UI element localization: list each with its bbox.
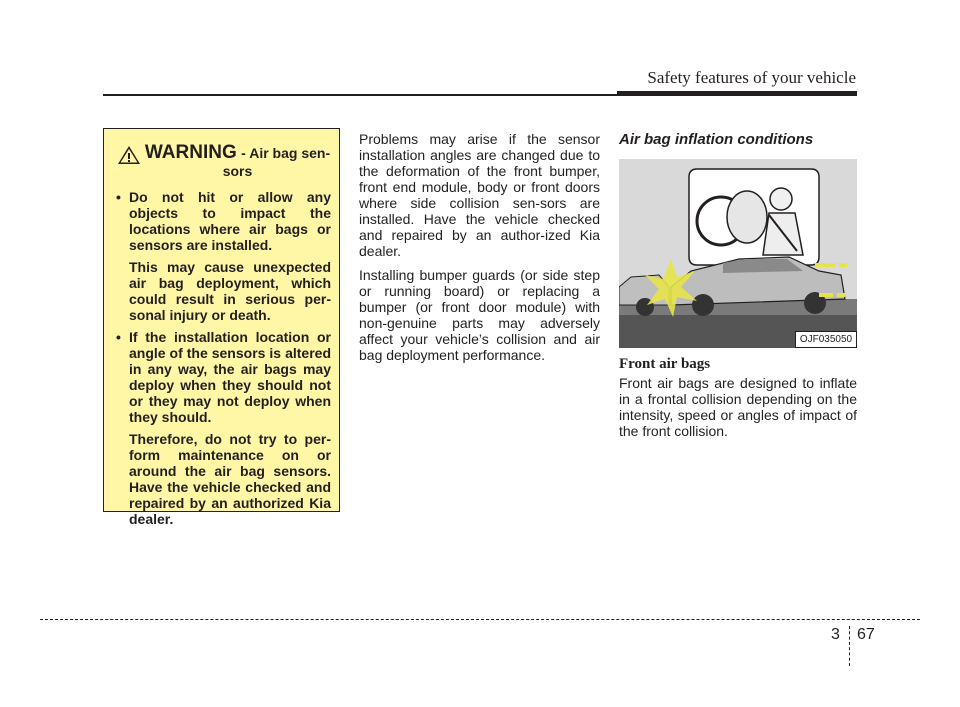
chapter-number: 3	[831, 626, 840, 643]
body-paragraph: Front air bags are designed to inflate in a frontal collision depending on the intensity, speed or angles of impact of the front collision.	[619, 375, 857, 439]
footer-rule	[40, 619, 920, 620]
subheading: Front air bags	[619, 356, 711, 372]
section-title: Air bag inflation conditions	[619, 131, 814, 148]
warning-word: WARNING	[144, 142, 237, 163]
warning-item	[116, 329, 331, 527]
page-number: 67	[857, 626, 875, 643]
bullet-icon: •	[116, 189, 121, 205]
header-rule-accent	[617, 91, 857, 96]
warning-item-followup: Therefore, do not try to per-form maintenance on or around the air bag sensors. Have the vehicle checked and repaired by an authorized Kia dealer.	[129, 431, 331, 527]
warning-item-text: If the installation location or angle of the sensors is altered in any way, the air bags may deploy when they should not or they may not deploy when they should.	[129, 329, 331, 425]
warning-subtitle: - Air bag sen-	[241, 145, 331, 161]
right-column	[619, 131, 857, 439]
frontal-collision-illustration	[619, 159, 857, 348]
warning-box	[103, 128, 340, 527]
page-header-title: Safety features of your vehicle	[647, 68, 856, 87]
page-divider	[849, 626, 850, 666]
warning-heading	[116, 143, 331, 179]
warning-subtitle-cont: sors	[222, 163, 253, 179]
figure-code: OJF035050	[795, 331, 857, 348]
warning-triangle-icon	[117, 145, 141, 165]
middle-column	[359, 131, 600, 371]
bullet-icon: •	[116, 329, 121, 345]
body-paragraph: Problems may arise if the sensor installation angles are changed due to the deformation of the front bumper, front end module, body or front doors where side collision sen-sors are installed. Have the vehicle checked and repaired by an author-ized Kia dealer.	[359, 131, 600, 259]
warning-item-followup: This may cause unexpected air bag deployment, which could result in serious per-sonal injury or death.	[129, 259, 331, 323]
warning-list	[116, 189, 331, 527]
body-paragraph: Installing bumper guards (or side step or running board) or replacing a bumper (or front door module) with non-genuine parts may adversely affect your vehicle’s collision and air bag deployment performance.	[359, 267, 600, 363]
warning-item	[116, 189, 331, 323]
airbag-illustration	[619, 159, 857, 348]
warning-item-text: Do not hit or allow any objects to impact the locations where air bags or sensors are installed.	[129, 189, 331, 253]
